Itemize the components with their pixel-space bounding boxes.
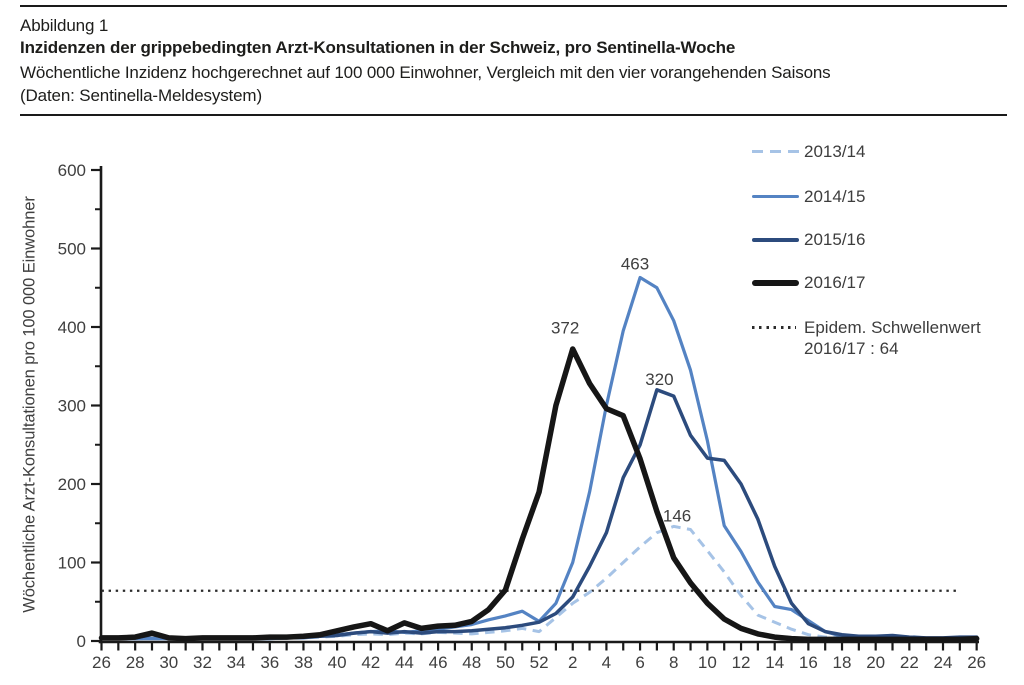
legend-dashed-line-swatch bbox=[752, 150, 799, 154]
x-tick-label: 40 bbox=[327, 653, 347, 672]
y-tick-label: 500 bbox=[57, 239, 86, 259]
x-tick-label: 38 bbox=[293, 653, 313, 672]
legend-item-2015-16 bbox=[752, 229, 865, 250]
legend-item-2014-15 bbox=[752, 186, 865, 207]
peak-label-146: 146 bbox=[662, 506, 692, 526]
legend-item-2013-14 bbox=[752, 141, 865, 162]
x-tick-label: 4 bbox=[601, 653, 612, 672]
x-tick-label: 8 bbox=[668, 653, 679, 672]
figure-subtitle: Wöchentliche Inzidenz hochgerechnet auf 100 000 Einwohner, Vergleich mit den vier vorangehenden Saisons bbox=[20, 63, 831, 82]
legend-label: 2016/17 bbox=[804, 273, 866, 292]
x-tick-label: 30 bbox=[159, 653, 179, 672]
x-tick-label: 20 bbox=[866, 653, 886, 672]
y-tick-label: 400 bbox=[57, 318, 86, 337]
x-tick-label: 46 bbox=[428, 653, 448, 672]
x-tick-label: 28 bbox=[125, 653, 145, 672]
x-tick-label: 36 bbox=[260, 653, 280, 672]
peak-label-463: 463 bbox=[620, 254, 650, 274]
x-tick-label: 50 bbox=[495, 653, 515, 672]
y-tick-label: 0 bbox=[76, 632, 86, 651]
y-tick-label: 600 bbox=[57, 161, 86, 180]
x-tick-label: 48 bbox=[462, 653, 482, 672]
x-tick-label: 10 bbox=[697, 653, 717, 672]
legend-label: 2014/15 bbox=[804, 187, 866, 206]
peak-label-372: 372 bbox=[550, 318, 580, 338]
x-tick-label: 26 bbox=[967, 653, 987, 672]
x-tick-label: 18 bbox=[832, 653, 852, 672]
legend-label: 2015/16 bbox=[804, 230, 866, 249]
series-line-2015-16 bbox=[102, 390, 977, 639]
figure-source: (Daten: Sentinella-Meldesystem) bbox=[20, 86, 262, 105]
peak-label-320: 320 bbox=[645, 370, 674, 390]
x-tick-label: 44 bbox=[394, 653, 414, 672]
y-tick-label: 200 bbox=[57, 475, 86, 494]
x-tick-label: 34 bbox=[226, 653, 246, 672]
legend-solid-line-swatch bbox=[752, 238, 799, 242]
x-tick-label: 16 bbox=[798, 653, 818, 672]
x-tick-label: 52 bbox=[529, 653, 549, 672]
series-line-2016-17 bbox=[102, 349, 977, 639]
y-tick-label: 100 bbox=[57, 553, 86, 573]
x-tick-label: 24 bbox=[933, 653, 953, 672]
figure-title: Inzidenzen der grippebedingten Arzt-Konsultationen in der Schweiz, pro Sentinella-Woche bbox=[20, 38, 736, 57]
threshold-label-line2: 2016/17 : 64 bbox=[804, 339, 899, 358]
figure-label: Abbildung 1 bbox=[20, 16, 109, 35]
x-tick-label: 6 bbox=[635, 653, 645, 672]
legend-threshold-label bbox=[804, 317, 981, 359]
y-tick-label: 300 bbox=[57, 396, 86, 416]
x-tick-label: 42 bbox=[361, 653, 381, 672]
legend-solid-line-swatch bbox=[752, 195, 799, 199]
legend-thick-line-swatch bbox=[752, 280, 799, 286]
legend-label: 2013/14 bbox=[804, 142, 866, 161]
x-tick-label: 22 bbox=[899, 653, 919, 672]
x-tick-label: 26 bbox=[92, 653, 111, 672]
legend-item-2016-17 bbox=[752, 272, 865, 293]
legend-dotted-line-swatch bbox=[752, 326, 796, 329]
x-tick-label: 14 bbox=[765, 653, 785, 672]
x-tick-label: 32 bbox=[193, 653, 212, 672]
y-axis-label: Wöchentliche Arzt-Konsultationen pro 100 000 Einwohner bbox=[20, 196, 39, 613]
threshold-label-line1: Epidem. Schwellenwert bbox=[804, 318, 981, 337]
legend-item-threshold bbox=[752, 317, 981, 359]
x-tick-label: 2 bbox=[568, 653, 578, 672]
x-tick-label: 12 bbox=[731, 653, 751, 672]
